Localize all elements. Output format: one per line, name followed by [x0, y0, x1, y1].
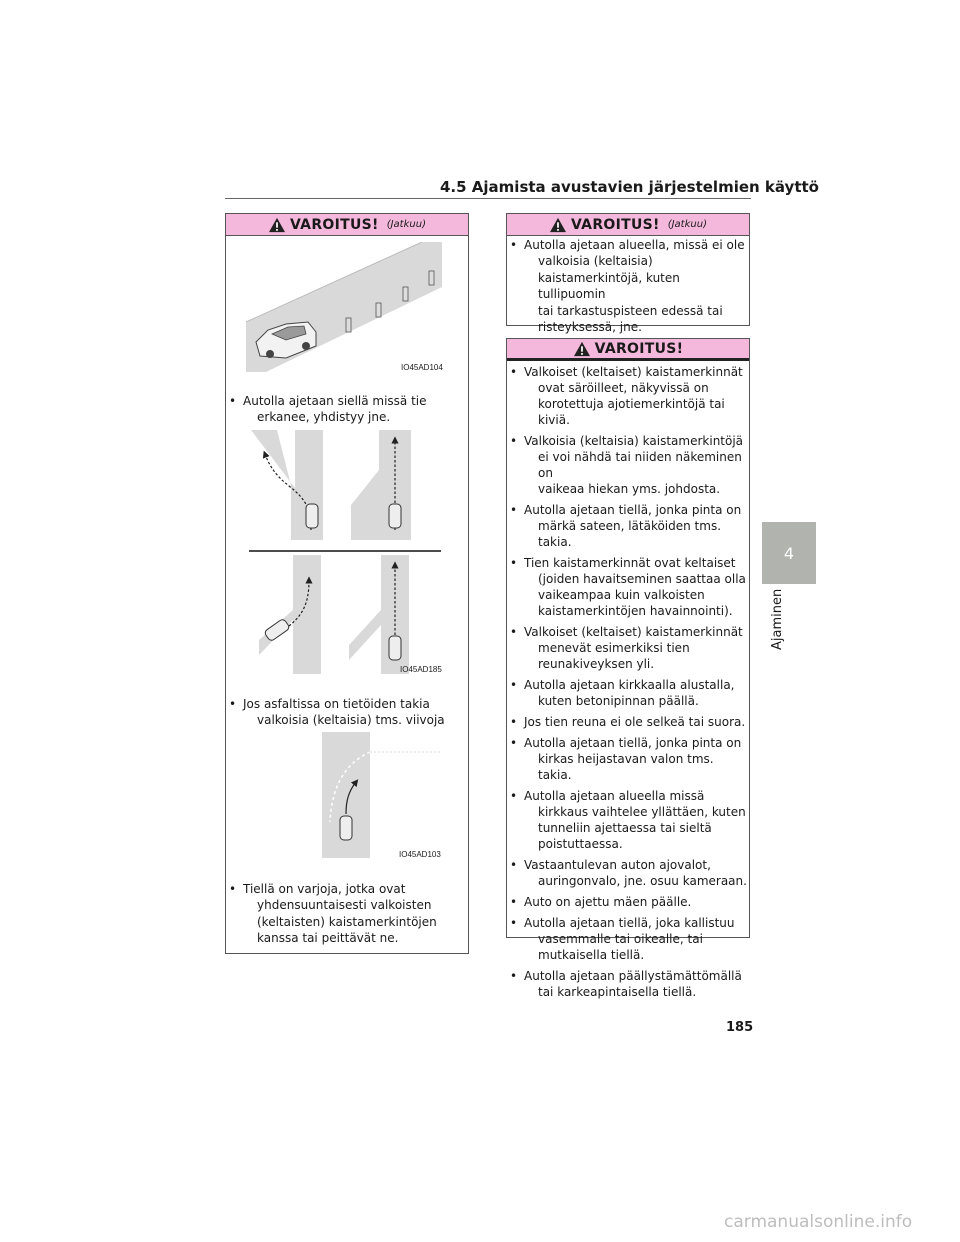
right-warning-header: [507, 339, 749, 361]
warning-list-item: • Valkoisia (keltaisia) kaistamerkintöjä ei voi nähdä tai niiden näkeminen on vaikeaa hiekan yms. johdosta.: [510, 433, 748, 497]
warning-list-item: • Auto on ajettu mäen päälle.: [510, 894, 748, 910]
continued-label: (Jatkuu): [667, 219, 707, 230]
warning-list-item: • Tien kaistamerkinnät ovat keltaiset (joiden havaitseminen saattaa olla vaikeampaa kuin valkoisten kaistamerkintöjen havainnointi).: [510, 555, 748, 619]
header-rule: [225, 198, 751, 199]
left-bullet-2: • Jos asfaltissa on tietöiden takia valkoisia (keltaisia) tms. viivoja: [229, 696, 465, 729]
watermark-text: carmanualsonline.info: [724, 1212, 913, 1232]
warning-list-item: • Jos tien reuna ei ole selkeä tai suora.: [510, 714, 748, 730]
right-warning-list: [510, 364, 748, 1005]
warning-list-item: • Autolla ajetaan alueella missä kirkkaus vaihtelee yllättäen, kuten tunneliin ajettaessa tai sieltä poistuttaessa.: [510, 788, 748, 852]
warning-list-item: • Autolla ajetaan kirkkaalla alustalla, kuten betonipinnan päällä.: [510, 677, 748, 709]
figure-code-3: IO45AD103: [399, 850, 441, 859]
right-top-warning-header: [507, 214, 749, 236]
figure-lane-split-diagram: [249, 430, 441, 674]
warning-list-item: • Vastaantulevan auton ajovalot, auringonvalo, jne. osuu kameraan.: [510, 857, 748, 889]
warning-list-item: • Autolla ajetaan tiellä, jonka pinta on märkä sateen, lätäköiden tms. takia.: [510, 502, 748, 550]
left-bullet-1: • Autolla ajetaan siellä missä tie erkanee, yhdistyy jne.: [229, 393, 465, 426]
warning-label: VAROITUS!: [571, 216, 660, 233]
figure-road-markings: [322, 732, 442, 858]
warning-list-item: • Autolla ajetaan päällystämättömällä tai karkeapintaisella tiellä.: [510, 968, 748, 1000]
chapter-number: 4: [783, 543, 795, 563]
continued-label: (Jatkuu): [386, 219, 426, 230]
warning-icon: [268, 217, 286, 233]
left-warning-header: [226, 214, 468, 236]
warning-list-item: • Autolla ajetaan tiellä, jonka pinta on kirkas heijastavan valon tms. takia.: [510, 735, 748, 783]
chapter-label: Ajaminen: [770, 588, 785, 650]
warning-list-item: • Valkoiset (keltaiset) kaistamerkinnät ovat säröilleet, näkyvissä on korotettuja ajotiemerkintöjä tai kiviä.: [510, 364, 748, 428]
section-title: 4.5 Ajamista avustavien järjestelmien käyttö: [440, 178, 819, 196]
warning-list-item: • Valkoiset (keltaiset) kaistamerkinnät menevät esimerkiksi tien reunakiveyksen yli.: [510, 624, 748, 672]
warning-label: VAROITUS!: [594, 340, 684, 357]
figure-code-2: IO45AD185: [400, 665, 442, 674]
page-number: 185: [726, 1020, 754, 1035]
right-top-bullet: • Autolla ajetaan alueella, missä ei ole valkoisia (keltaisia) kaistamerkintöjä, kuten tullipuomin tai tarkastuspisteen edessä tai risteyksessä, jne.: [510, 237, 746, 335]
warning-label: VAROITUS!: [290, 216, 379, 233]
left-bullet-3: • Tiellä on varjoja, jotka ovat yhdensuuntaisesti valkoisten (keltaisten) kaistamerkintöjen kanssa tai peittävät ne.: [229, 881, 465, 947]
warning-icon: [549, 217, 567, 233]
figure-code-1: IO45AD104: [401, 363, 443, 372]
figure-road-with-poles: [246, 242, 442, 372]
warning-icon: [573, 341, 591, 357]
chapter-tab: [762, 522, 816, 584]
warning-list-item: • Autolla ajetaan tiellä, joka kallistuu vasemmalle tai oikealle, tai mutkaisella tiellä.: [510, 915, 748, 963]
